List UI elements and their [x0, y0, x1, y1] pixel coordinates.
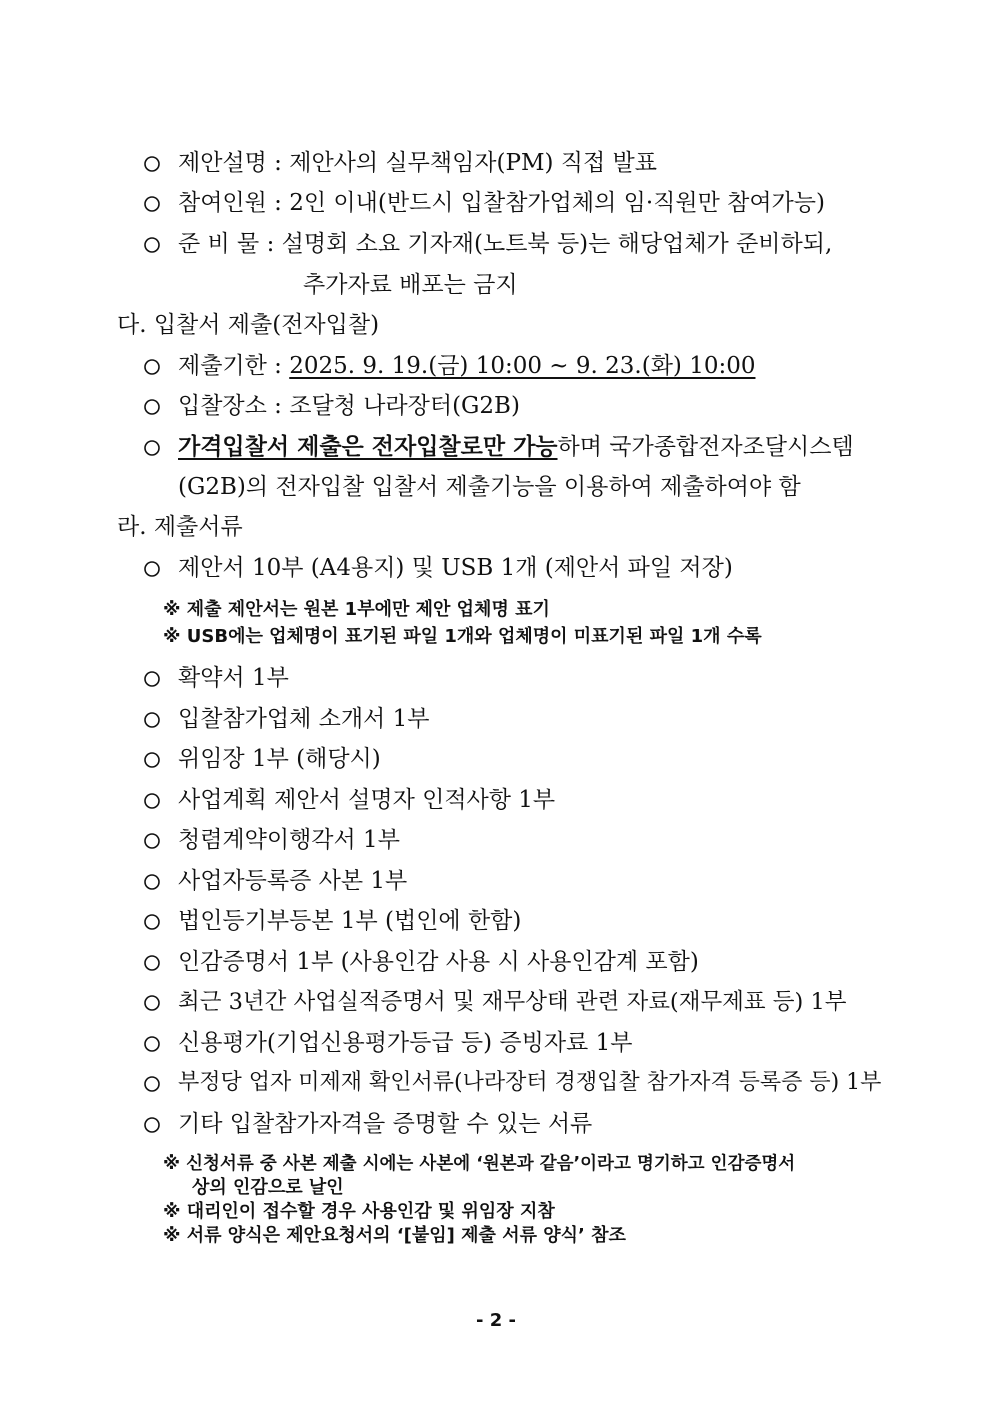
bullet-icon — [143, 913, 161, 931]
doc-item: 확약서 1부 — [178, 665, 289, 691]
doc-item: 입찰참가업체 소개서 1부 — [178, 706, 430, 732]
note-copy-certify: ※ 신청서류 중 사본 제출 시에는 사본에 ‘원본과 같음’이라고 명기하고 인감증명서 — [163, 1154, 796, 1174]
item-price-bid — [178, 432, 854, 462]
section-da-heading: 다. 입찰서 제출(전자입찰) — [117, 312, 380, 338]
note-form-reference: ※ 서류 양식은 제안요청서의 ‘[붙임] 제출 서류 양식’ 참조 — [163, 1225, 626, 1246]
doc-item: 사업계획 제안서 설명자 인적사항 1부 — [178, 787, 556, 813]
item-place: 입찰장소 : 조달청 나라장터(G2B) — [178, 393, 520, 419]
section-ra-heading: 라. 제출서류 — [117, 514, 243, 540]
doc-item: 최근 3년간 사업실적증명서 및 재무상태 관련 자료(재무제표 등) 1부 — [178, 989, 847, 1015]
price-bid-emphasis: 가격입찰서 제출은 전자입찰로만 가능 — [178, 433, 558, 460]
doc-item: 부정당 업자 미제재 확인서류(나라장터 경쟁입찰 참가자격 등록증 등) 1부 — [178, 1070, 882, 1095]
doc-item: 법인등기부등본 1부 (법인에 한함) — [178, 908, 522, 934]
bullet-icon — [143, 439, 161, 457]
bullet-icon — [143, 792, 161, 810]
doc-item: 사업자등록증 사본 1부 — [178, 868, 408, 894]
bullet-icon — [143, 1116, 161, 1134]
bullet-icon — [143, 155, 161, 173]
bullet-icon — [143, 358, 161, 376]
bullet-icon — [143, 560, 161, 578]
bullet-icon — [143, 711, 161, 729]
note-copy-certify-cont: 상의 인감으로 날인 — [192, 1177, 344, 1198]
note-agent: ※ 대리인이 접수할 경우 사용인감 및 위임장 지참 — [163, 1201, 555, 1222]
item-price-bid-cont: (G2B)의 전자입찰 입찰서 제출기능을 이용하여 제출하여야 함 — [178, 474, 801, 500]
bullet-icon — [143, 994, 161, 1012]
doc-item: 신용평가(기업신용평가등급 등) 증빙자료 1부 — [178, 1030, 633, 1056]
note-original-copy: ※ 제출 제안서는 원본 1부에만 제안 업체명 표기 — [163, 599, 550, 620]
item-preparation-cont: 추가자료 배포는 금지 — [303, 272, 518, 298]
page-number: - 2 - — [476, 1310, 516, 1331]
bullet-icon — [143, 751, 161, 769]
item-participants: 참여인원 : 2인 이내(반드시 입찰참가업체의 임·직원만 참여가능) — [178, 190, 825, 216]
note-usb: ※ USB에는 업체명이 표기된 파일 1개와 업체명이 미표기된 파일 1개 수록 — [163, 626, 762, 647]
bullet-icon — [143, 670, 161, 688]
doc-item: 인감증명서 1부 (사용인감 사용 시 사용인감계 포함) — [178, 949, 699, 975]
deadline-label: 제출기한 : — [178, 353, 290, 379]
item-preparation: 준 비 물 : 설명회 소요 기자재(노트북 등)는 해당업체가 준비하되, — [178, 231, 833, 257]
bullet-icon — [143, 873, 161, 891]
doc-item: 기타 입찰참가자격을 증명할 수 있는 서류 — [178, 1111, 593, 1137]
item-proposal: 제안서 10부 (A4용지) 및 USB 1개 (제안서 파일 저장) — [178, 555, 733, 581]
doc-item: 청렴계약이행각서 1부 — [178, 827, 400, 853]
doc-item: 위임장 1부 (해당시) — [178, 746, 381, 772]
item-deadline — [178, 351, 755, 381]
deadline-value: 2025. 9. 19.(금) 10:00 ~ 9. 23.(화) 10:00 — [289, 353, 756, 379]
bullet-icon — [143, 236, 161, 254]
bullet-icon — [143, 954, 161, 972]
item-presentation: 제안설명 : 제안사의 실무책임자(PM) 직접 발표 — [178, 150, 657, 176]
bullet-icon — [143, 195, 161, 213]
bullet-icon — [143, 1035, 161, 1053]
bullet-icon — [143, 1075, 161, 1093]
bullet-icon — [143, 398, 161, 416]
bullet-icon — [143, 832, 161, 850]
price-bid-rest: 하며 국가종합전자조달시스템 — [557, 434, 854, 460]
